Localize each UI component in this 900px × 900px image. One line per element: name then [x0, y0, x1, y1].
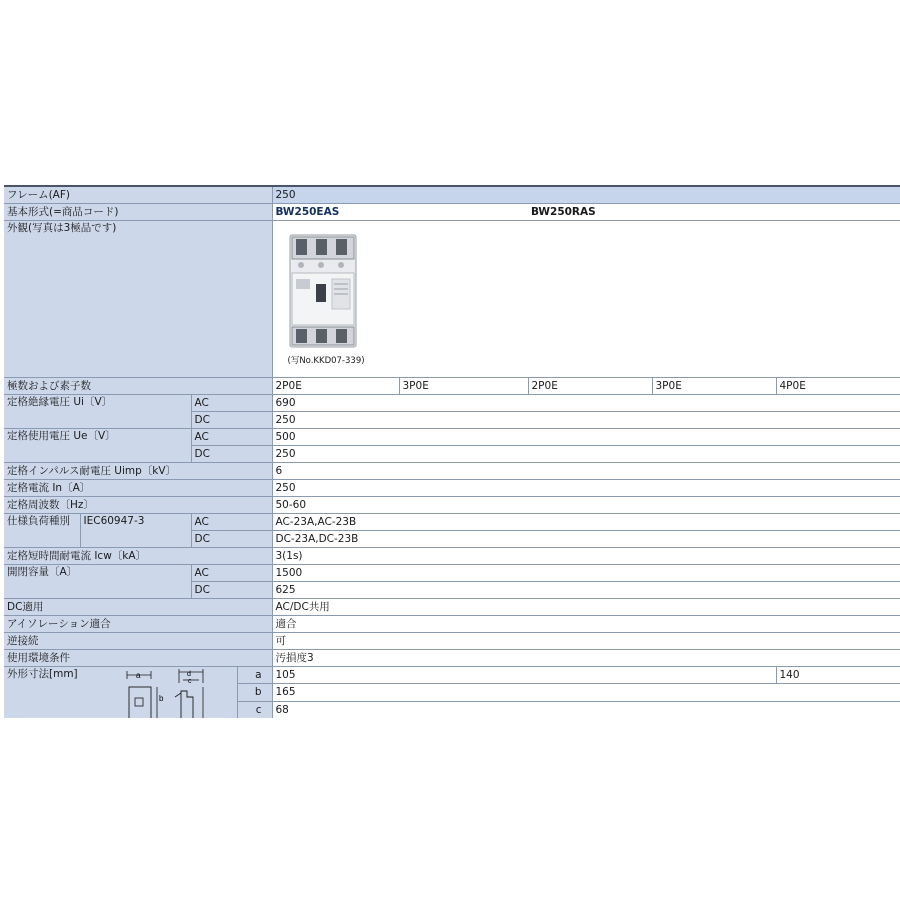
freq-label: 定格周波数〔Hz〕: [4, 497, 272, 514]
freq-value: 50-60: [272, 497, 900, 514]
in-value: 250: [272, 480, 900, 497]
dc-use-label: DC適用: [4, 599, 272, 616]
environment-row: [4, 650, 900, 667]
frame-row: [4, 186, 900, 204]
capacity-label: 開閉容量〔A〕: [4, 565, 191, 599]
dimensions-cell: [4, 667, 237, 719]
duty-ac-label: AC: [191, 514, 272, 531]
dim-a-4p-value: 140: [776, 667, 900, 684]
isolation-label: アイソレーション適合: [4, 616, 272, 633]
reverse-row: [4, 633, 900, 650]
isolation-row: [4, 616, 900, 633]
icw-label: 定格短時間耐電流 Icw〔kA〕: [4, 548, 272, 565]
poles-label: 極数および素子数: [4, 378, 272, 395]
poles-value-2: 3P0E: [399, 378, 528, 395]
capacity-ac-row: [4, 565, 900, 582]
side-outline: [181, 691, 193, 718]
poles-row: [4, 378, 900, 395]
uimp-label: 定格インパルス耐電圧 Uimp〔kV〕: [4, 463, 272, 480]
poles-value-4: 3P0E: [652, 378, 776, 395]
icw-value: 3(1s): [272, 548, 900, 565]
reverse-value: 可: [272, 633, 900, 650]
isolation-value: 適合: [272, 616, 900, 633]
dim-d-letter: d: [187, 671, 191, 678]
dim-c-label: c: [237, 701, 272, 718]
dc-use-value: AC/DC共用: [272, 599, 900, 616]
duty-ac-row: [4, 514, 900, 531]
duty-label: 仕様負荷種別: [4, 514, 80, 548]
ue-dc-value: 250: [272, 446, 900, 463]
model-row: [4, 204, 900, 221]
frame-label: フレーム(AF): [4, 186, 272, 204]
duty-ac-value: AC-23A,AC-23B: [272, 514, 900, 531]
appearance-row: [4, 221, 900, 378]
environment-value: 汚損度3: [272, 650, 900, 667]
uimp-value: 6: [272, 463, 900, 480]
model-eas: BW250EAS: [272, 204, 528, 221]
dimension-diagram: [117, 669, 213, 718]
uimp-row: [4, 463, 900, 480]
dim-a-row: [4, 667, 900, 684]
duty-dc-value: DC-23A,DC-23B: [272, 531, 900, 548]
capacity-ac-label: AC: [191, 565, 272, 582]
breaker-photo: [276, 229, 376, 369]
breaker-illustration: [276, 229, 366, 357]
environment-label: 使用環境条件: [4, 650, 272, 667]
appearance-label: 外観(写真は3極品です): [4, 221, 272, 378]
duty-dc-label: DC: [191, 531, 272, 548]
reverse-label: 逆接続: [4, 633, 272, 650]
in-label: 定格電流 In〔A〕: [4, 480, 272, 497]
dim-a-label: a: [237, 667, 272, 684]
ue-label: 定格使用電圧 Ue〔V〕: [4, 429, 191, 463]
ue-ac-value: 500: [272, 429, 900, 446]
ui-ac-row: [4, 395, 900, 412]
photo-caption: (写No.KKD07-339): [287, 356, 365, 366]
in-row: [4, 480, 900, 497]
poles-value-3: 2P0E: [528, 378, 652, 395]
ui-dc-value: 250: [272, 412, 900, 429]
dc-use-row: [4, 599, 900, 616]
ui-label: 定格絶縁電圧 Ui〔V〕: [4, 395, 191, 429]
frame-value: 250: [272, 186, 900, 204]
capacity-dc-label: DC: [191, 582, 272, 599]
icw-row: [4, 548, 900, 565]
duty-standard: IEC60947-3: [80, 514, 191, 548]
model-ras: BW250RAS: [528, 204, 900, 221]
dim-a-value: 105: [272, 667, 776, 684]
dimensions-label: 外形寸法[mm]: [7, 668, 78, 680]
ue-ac-row: [4, 429, 900, 446]
dim-b-label: b: [237, 684, 272, 701]
dim-b-value: 165: [272, 684, 900, 701]
model-label: 基本形式(=商品コード): [4, 204, 272, 221]
poles-value-5: 4P0E: [776, 378, 900, 395]
ui-ac-label: AC: [191, 395, 272, 412]
poles-value-1: 2P0E: [272, 378, 399, 395]
ui-dc-label: DC: [191, 412, 272, 429]
spec-table-container: [4, 185, 900, 718]
freq-row: [4, 497, 900, 514]
ue-dc-label: DC: [191, 446, 272, 463]
dim-a-letter: a: [136, 671, 141, 680]
dim-b-letter: b: [159, 694, 164, 703]
ui-ac-value: 690: [272, 395, 900, 412]
spec-table: [4, 185, 900, 718]
appearance-photo-cell: [272, 221, 900, 378]
ue-ac-label: AC: [191, 429, 272, 446]
capacity-ac-value: 1500: [272, 565, 900, 582]
dim-c-value: 68: [272, 701, 900, 718]
front-outline: [129, 687, 151, 718]
capacity-dc-value: 625: [272, 582, 900, 599]
dim-c-letter: c: [188, 678, 192, 685]
